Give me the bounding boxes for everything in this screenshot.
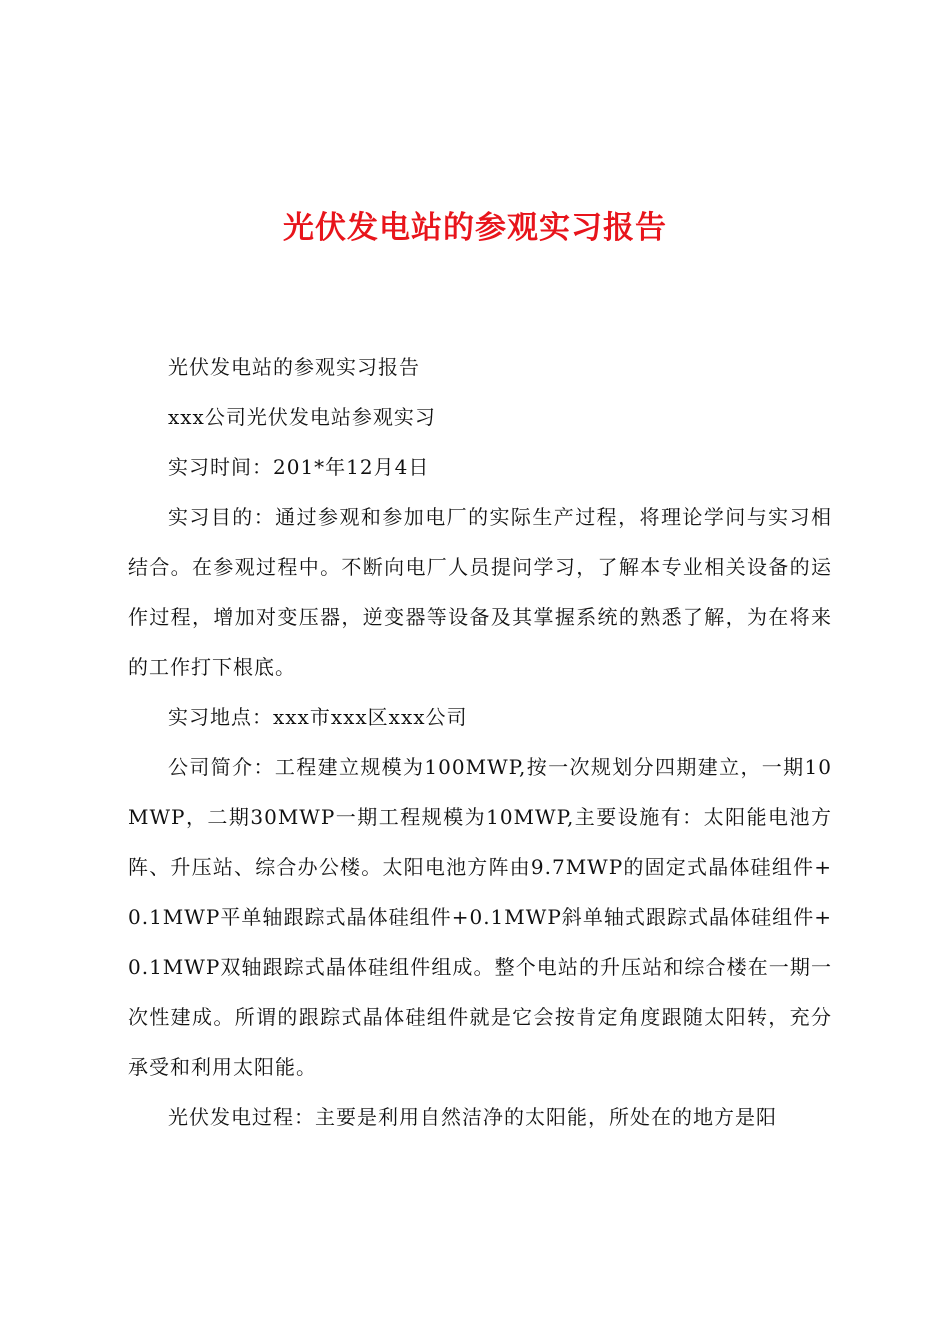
paragraph-process: 光伏发电过程：主要是利用自然洁净的太阳能，所处在的地方是阳 [168,1105,777,1129]
paragraph-date: 实习时间：201*年12月4日 [168,455,430,479]
paragraph-company-intro: 公司简介：工程建立规模为100MWP,按一次规划分四期建立，一期10MWP，二期30MWP一期工程规模为10MWP,主要设施有：太阳能电池方阵、升压站、综合办公楼。太阳电池方阵由9.7MWP的固定式晶体硅组件+0.1MWP平单轴跟踪式晶体硅组件+0.1MWP斜单轴式跟踪式晶体硅组件+0.1MWP双轴跟踪式晶体硅组件组成。整个电站的升压站和综合楼在一期一次性建成。所谓的跟踪式晶体硅组件就是它会按肯定角度跟随太阳转，充分承受和利用太阳能。 [128,755,832,1079]
document-title: 光伏发电站的参观实习报告 [283,210,667,246]
paragraph-purpose: 实习目的：通过参观和参加电厂的实际生产过程，将理论学问与实习相结合。在参观过程中。不断向电厂人员提问学习，了解本专业相关设备的运作过程，增加对变压器，逆变器等设备及其掌握系统的熟悉了解，为在将来的工作打下根底。 [128,505,832,679]
paragraph-subtitle: xxx公司光伏发电站参观实习 [168,405,436,429]
paragraph-location: 实习地点：xxx市xxx区xxx公司 [168,705,468,729]
paragraph-heading: 光伏发电站的参观实习报告 [168,355,420,379]
document-body [128,342,832,1142]
